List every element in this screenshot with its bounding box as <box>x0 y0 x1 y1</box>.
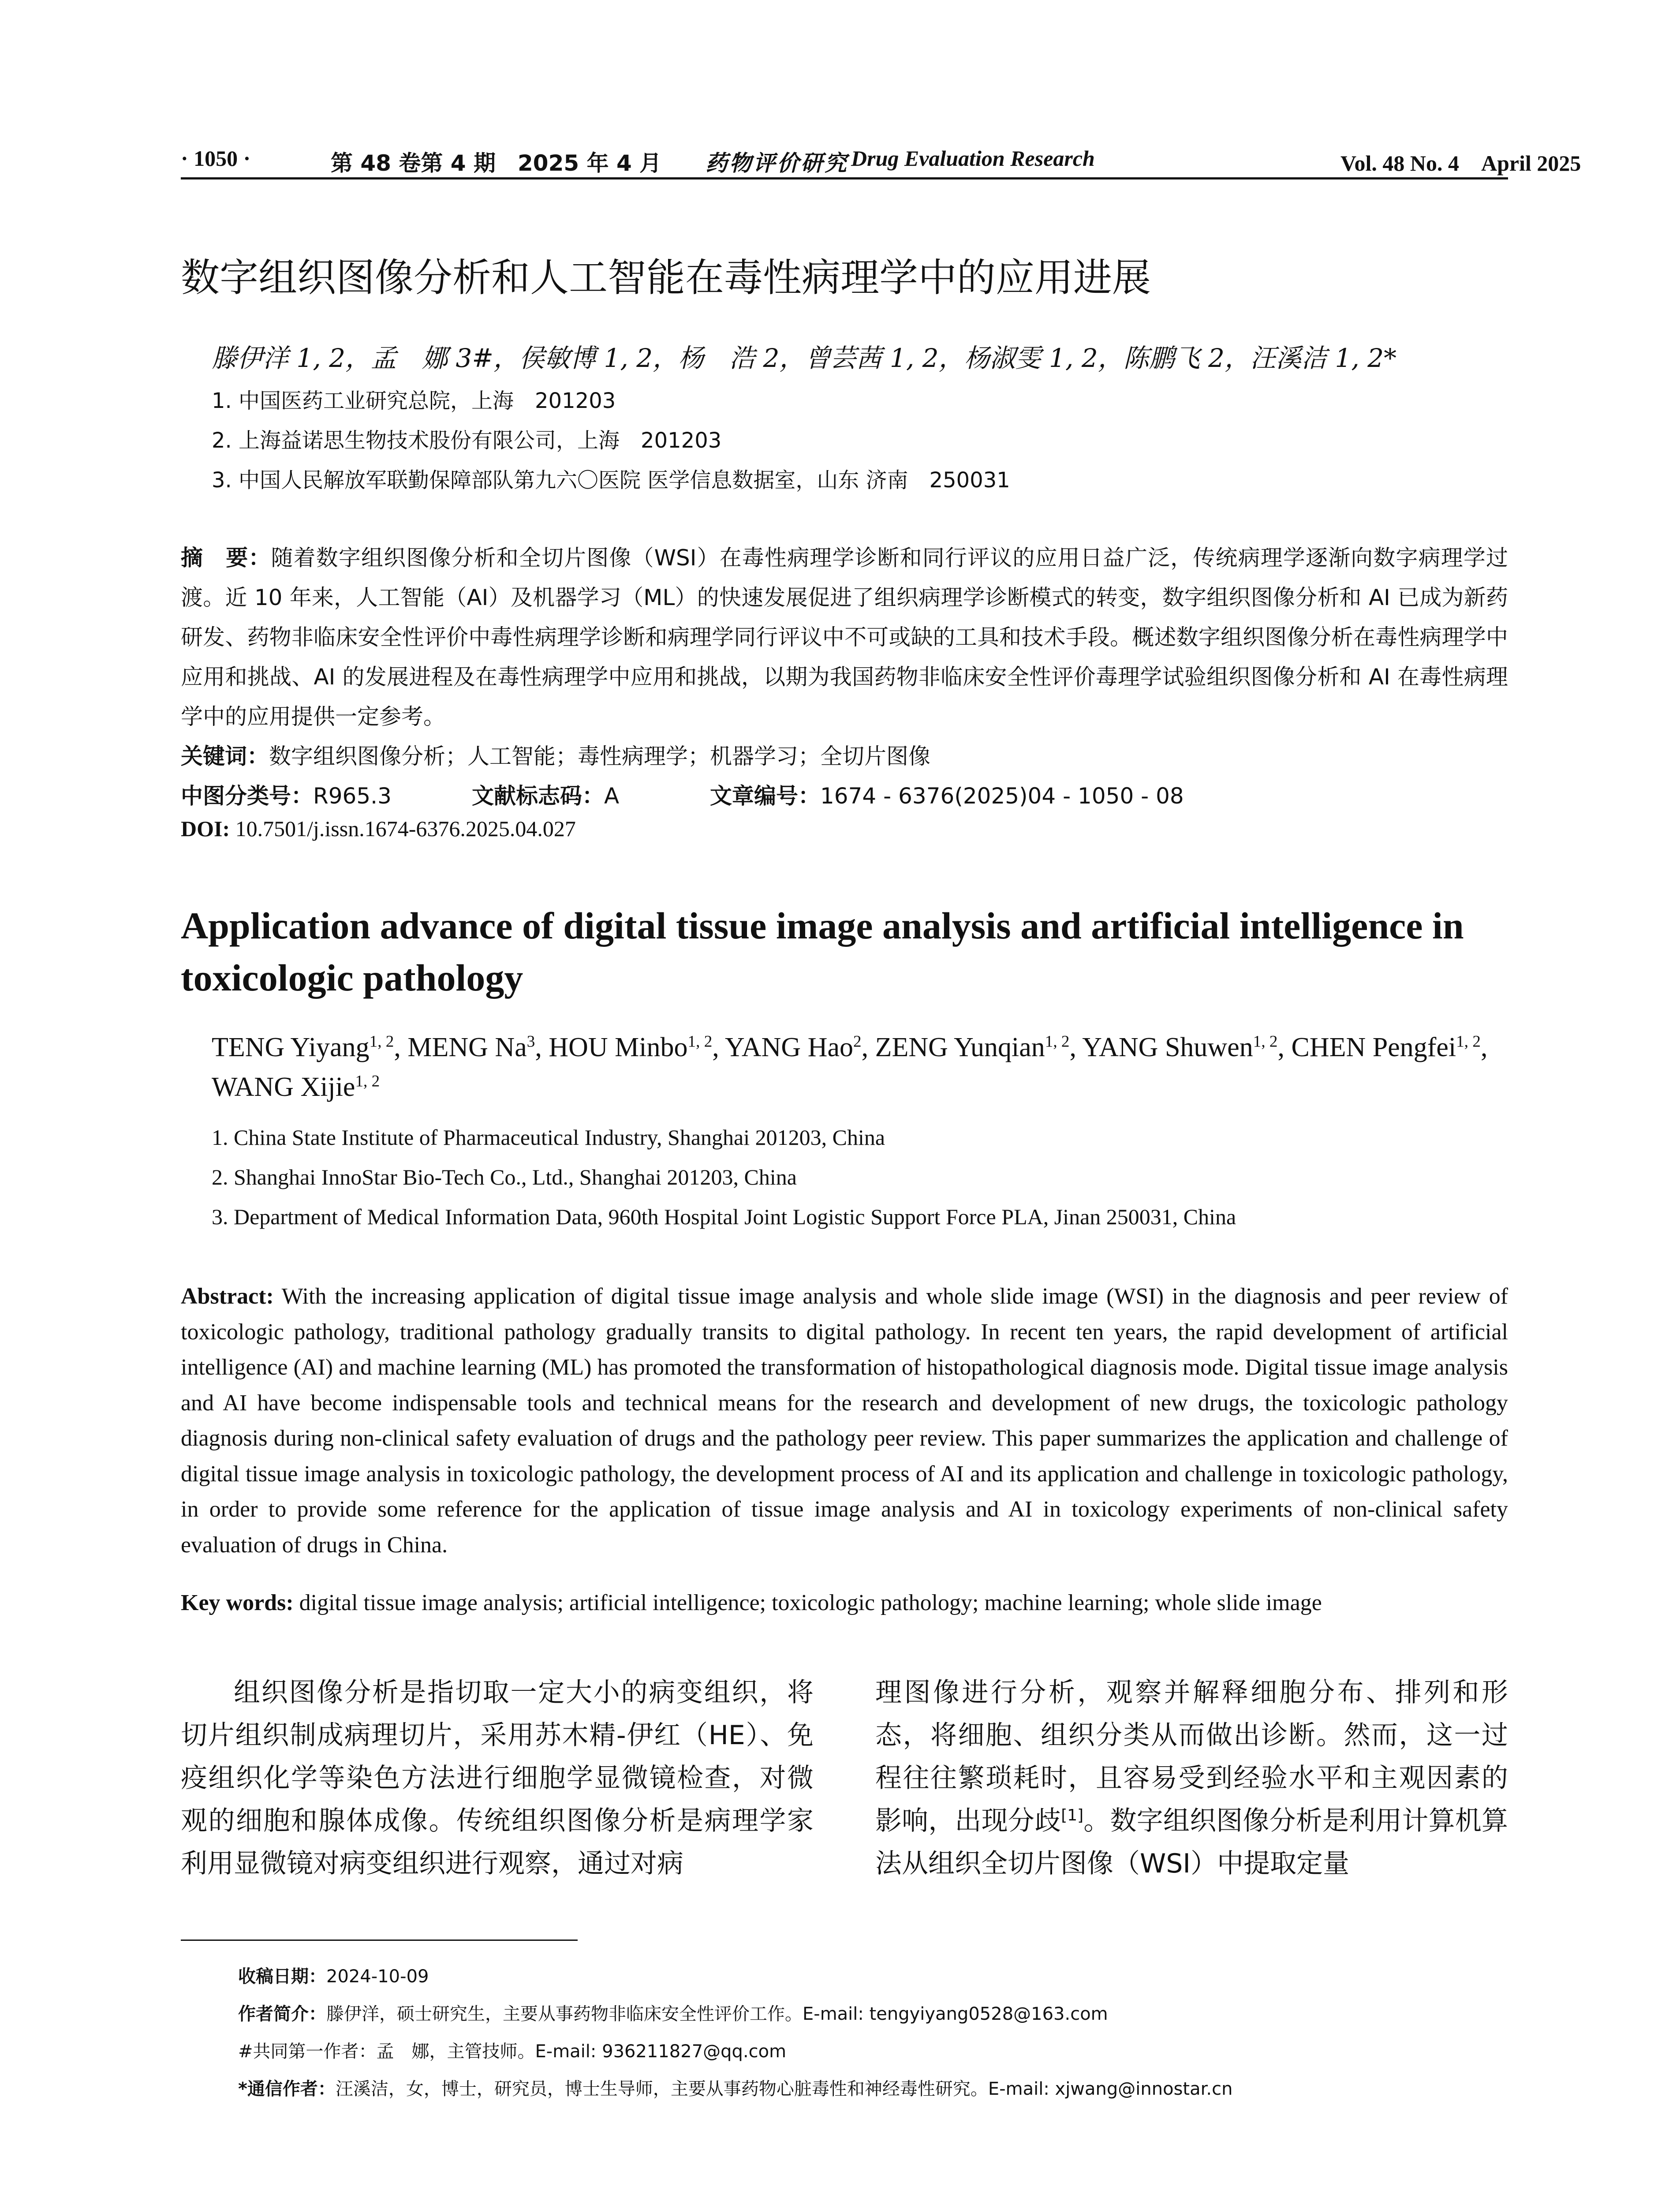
citation-ref[interactable]: [1] <box>1061 1806 1084 1824</box>
corr-text: 汪溪洁，女，博士，研究员，博士生导师，主要从事药物心脏毒性和神经毒性研究。E-mail: xjwang@innostar.cn <box>335 2079 1233 2099</box>
journal-logo-cn: 药物评价研究 <box>706 150 848 176</box>
affiliation-en-3: 3. Department of Medical Information Data, 960th Hospital Joint Logistic Support Force PLA, Jinan 250031, China <box>212 1204 1236 1229</box>
article-no-value: 1674 - 6376(2025)04 - 1050 - 08 <box>820 783 1184 809</box>
journal-name-en: Drug Evaluation Research <box>851 146 1095 171</box>
body-column-right <box>875 1671 1508 1885</box>
received-label: 收稿日期： <box>238 1966 326 1987</box>
abstract-cn-label: 摘 要： <box>181 545 271 571</box>
footnote-cofirst: #共同第一作者：孟 娜，主管技师。E-mail: 936211827@qq.com <box>238 2041 787 2062</box>
corr-label: *通信作者： <box>238 2079 336 2099</box>
doc-code-value: A <box>604 783 620 809</box>
body-column-left: 组织图像分析是指切取一定大小的病变组织，将切片组织制成病理切片，采用苏木精-伊红（HE）、免疫组织化学等染色方法进行细胞学显微镜检查，对微观的细胞和腺体成像。传统组织图像分析是病理学家利用显微镜对病变组织进行观察，通过对病 <box>181 1677 814 1879</box>
keywords-cn <box>181 739 930 770</box>
affiliation-en-2: 2. Shanghai InnoStar Bio-Tech Co., Ltd., Shanghai 201203, China <box>212 1165 797 1189</box>
footnote-corresponding <box>238 2075 1232 2100</box>
page-number: · 1050 · <box>181 146 251 171</box>
header-rule <box>181 177 1508 179</box>
keywords-cn-text: 数字组织图像分析；人工智能；毒性病理学；机器学习；全切片图像 <box>269 744 930 769</box>
article-no-label: 文章编号： <box>710 783 820 809</box>
issue-cn: 第 48 卷第 4 期 2025 年 4 月 <box>331 150 662 176</box>
doi-label: DOI: <box>181 816 230 841</box>
keywords-en-label: Key words: <box>181 1590 294 1615</box>
clc-value: R965.3 <box>313 783 392 809</box>
keywords-cn-label: 关键词： <box>181 744 269 769</box>
doi-line <box>181 816 576 841</box>
affiliation-cn-3: 3. 中国人民解放军联勤保障部队第九六〇医院 医学信息数据室，山东 济南 250031 <box>212 468 1010 493</box>
abstract-cn <box>181 538 1508 736</box>
title-cn: 数字组织图像分析和人工智能在毒性病理学中的应用进展 <box>181 255 1151 300</box>
abstract-en-text: With the increasing application of digital tissue image analysis and whole slide image (WSI) in the diagnosis and peer review of toxicologic pathology, traditional pathology gradually transits to digital pathology. In recent ten years, the rapid development of artificial intelligence (AI) and machine learning (ML) has promoted the transformation of histopathological diagnosis mode. Digital tissue image analysis and AI have become indispensable tools and technical means for the research and development of new drugs, the toxicologic pathology diagnosis during non-clinical safety evaluation of drugs and the pathology peer review. This paper summarizes the application and challenge of digital tissue image analysis in toxicologic pathology, the development process of AI and its application and challenge in toxicologic pathology, in order to provide some reference for the application of tissue image analysis and AI in toxicology experiments of non-clinical safety evaluation of drugs in China. <box>181 1284 1508 1558</box>
footnote-bio <box>238 2000 1108 2025</box>
abstract-en-label: Abstract: <box>181 1284 274 1309</box>
body-right-text-a: 理图像进行分析，观察并解释细胞分布、排列和形态，将细胞、组织分类从而做出诊断。然而，这一过程往往繁琐耗时，且容易受到经验水平和主观因素的影响，出现分歧 <box>875 1677 1508 1836</box>
doc-code-label: 文献标志码： <box>472 783 604 809</box>
affiliation-cn-2: 2. 上海益诺思生物技术股份有限公司，上海 201203 <box>212 428 722 453</box>
affiliation-cn-1: 1. 中国医药工业研究总院，上海 201203 <box>212 389 616 413</box>
affiliation-en-1: 1. China State Institute of Pharmaceutical Industry, Shanghai 201203, China <box>212 1125 885 1150</box>
issue-en: Vol. 48 No. 4 April 2025 <box>1340 151 1581 176</box>
doi-value[interactable]: 10.7501/j.issn.1674-6376.2025.04.027 <box>235 816 576 841</box>
keywords-en-text: digital tissue image analysis; artificial intelligence; toxicologic pathology; machine learning; whole slide image <box>299 1590 1322 1615</box>
body-right-text-b: 。数字组织图像分析是利用计算机算法从组织全切片图像（WSI）中提取定量 <box>875 1805 1508 1879</box>
bio-label: 作者简介： <box>238 2004 326 2024</box>
title-en: Application advance of digital tissue image analysis and artificial intelligence in toxicologic pathology <box>181 904 1464 999</box>
abstract-cn-text: 随着数字组织图像分析和全切片图像（WSI）在毒性病理学诊断和同行评议的应用日益广泛，传统病理学逐渐向数字病理学过渡。近 10 年来，人工智能（AI）及机器学习（ML）的快速发展促进了组织病理学诊断模式的转变，数字组织图像分析和 AI 已成为新药研发、药物非临床安全性评价中毒性病理学诊断和病理学同行评议中不可或缺的工具和技术手段。概述数字组织图像分析在毒性病理学中应用和挑战、AI 的发展进程及在毒性病理学中应用和挑战，以期为我国药物非临床安全性评价毒理学试验组织图像分析和 AI 在毒性病理学中的应用提供一定参考。 <box>181 545 1508 729</box>
keywords-en <box>181 1590 1322 1616</box>
received-date: 2024-10-09 <box>326 1966 429 1987</box>
clc-label: 中图分类号： <box>181 783 313 809</box>
abstract-en <box>181 1279 1508 1563</box>
footnote-received <box>238 1962 429 1988</box>
authors-cn: 滕伊洋 1, 2，孟 娜 3#，侯敏博 1, 2，杨 浩 2，曾芸茜 1, 2，杨淑雯 1, 2，陈鹏飞 2，汪溪洁 1, 2* <box>212 343 1397 373</box>
footnote-rule <box>181 1940 578 1941</box>
running-header <box>181 140 1581 180</box>
classification-line <box>181 778 1508 810</box>
authors-en: TENG Yiyang$^{1, 2}$, MENG Na$^3$, HOU Minbo$^{1, 2}$, YANG Hao$^2$, ZENG Yunqian$^{1, 2}$, YANG Shuwen$^{1, 2}$, CHEN Pengfei$^{1, 2}$, WANG Xijie$^{1, 2}$ <box>212 1032 1488 1102</box>
bio-text: 滕伊洋，硕士研究生，主要从事药物非临床安全性评价工作。E-mail: tengyiyang0528@163.com <box>326 2004 1108 2024</box>
